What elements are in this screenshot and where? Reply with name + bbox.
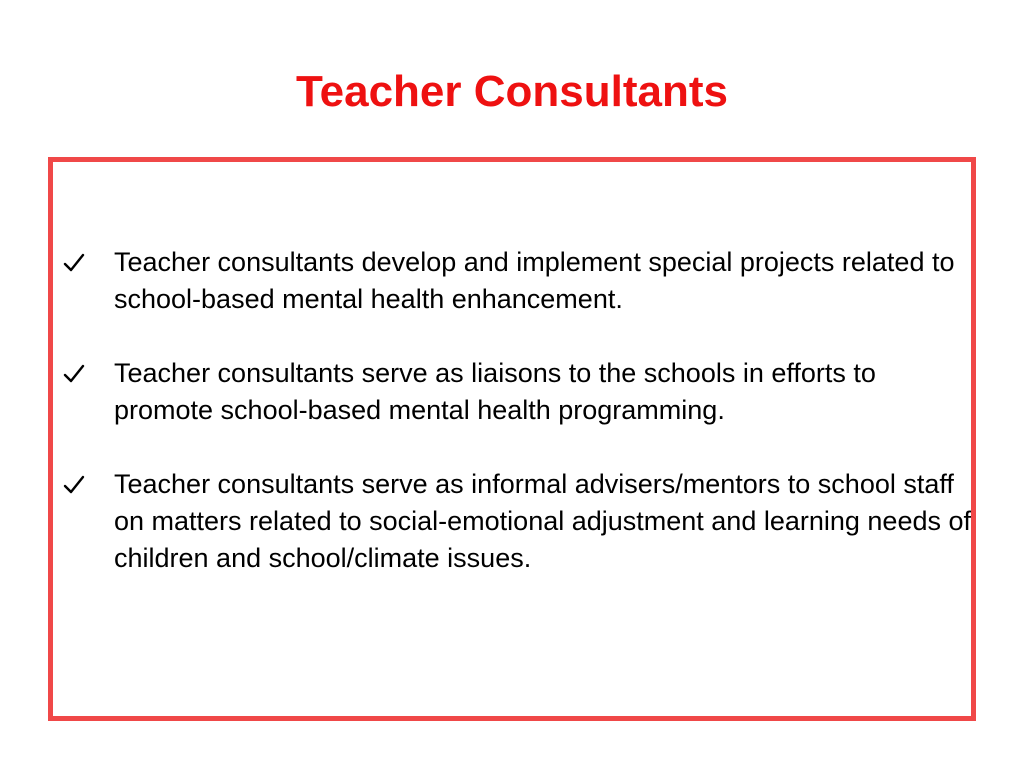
bullet-text: Teacher consultants serve as informal advisers/mentors to school staff on matters related to social-emotional adjustment and learning needs of children and school/climate issues. [114,469,971,573]
bullet-list [62,244,972,577]
check-icon [62,473,86,497]
check-icon [62,251,86,275]
bullet-text: Teacher consultants serve as liaisons to the schools in efforts to promote school-based mental health programming. [114,358,876,425]
list-item [62,355,972,429]
page-title: Teacher Consultants [296,67,728,116]
list-item [62,466,972,577]
list-item [62,244,972,318]
bullet-text: Teacher consultants develop and implement special projects related to school-based mental health enhancement. [114,247,955,314]
check-icon [62,362,86,386]
